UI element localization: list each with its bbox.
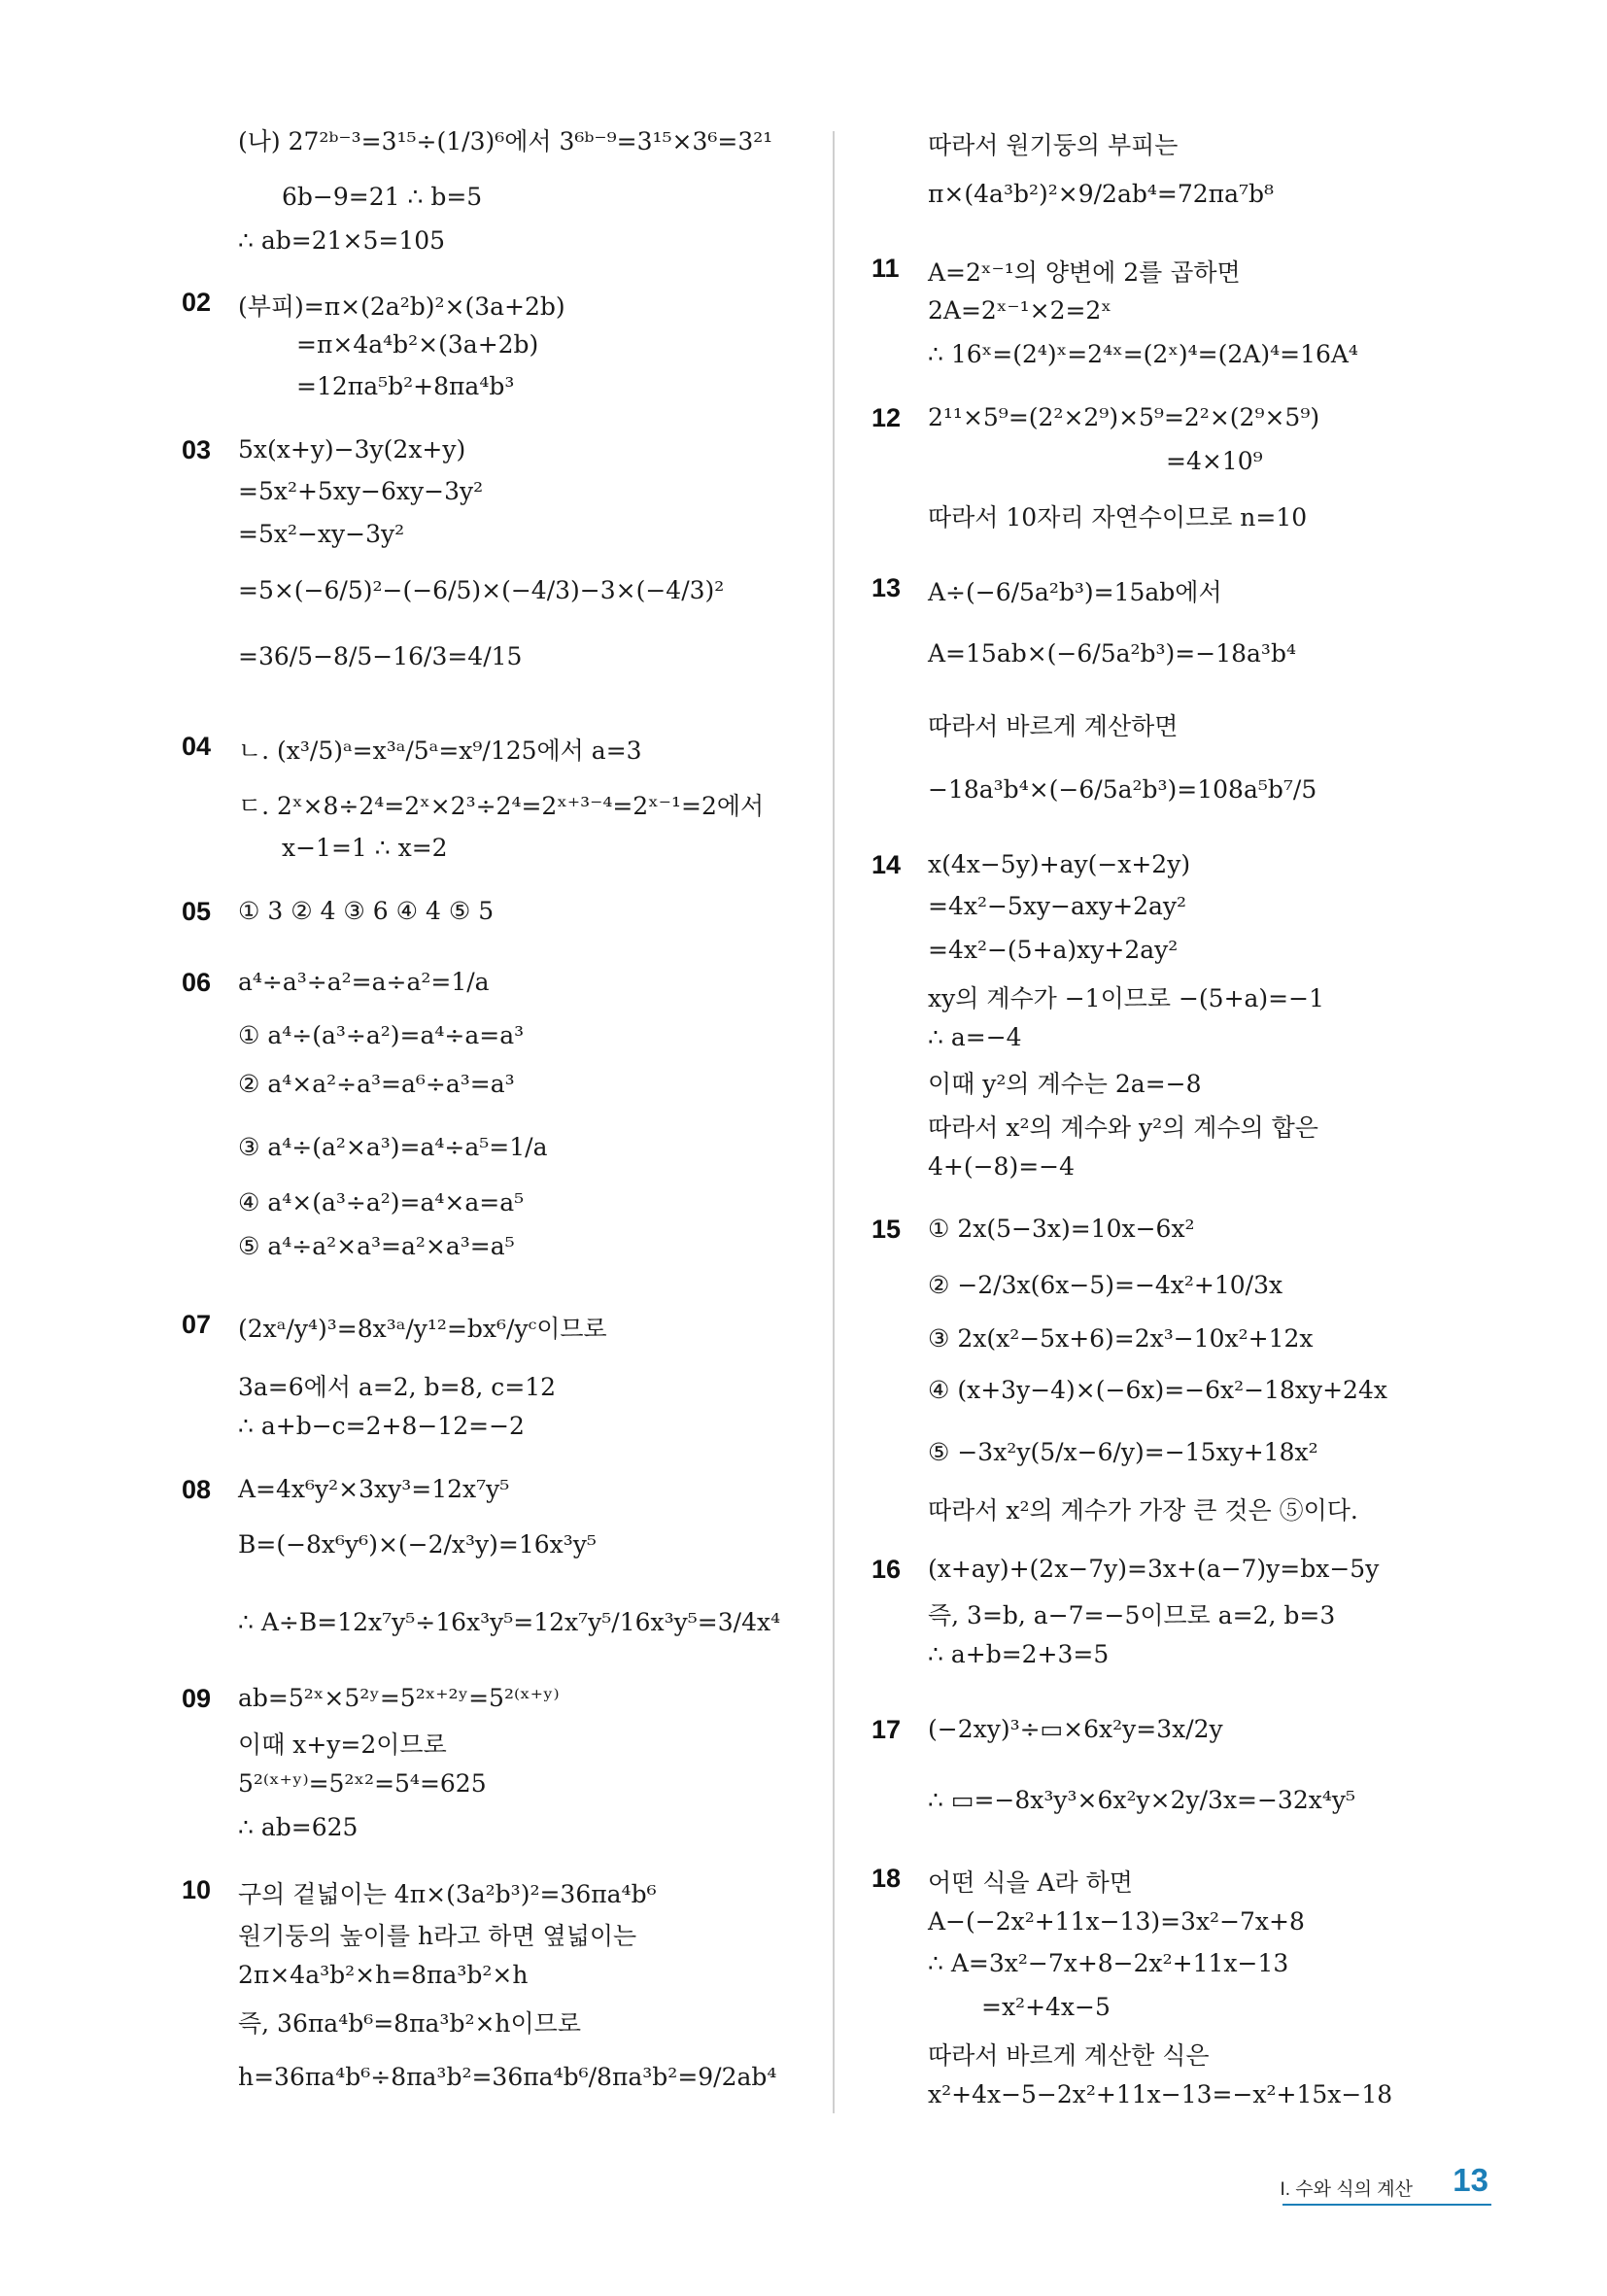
problem-number: 05 xyxy=(182,897,212,926)
solution-line: h=36πa⁴b⁶÷8πa³b²=36πa⁴b⁶/8πa³b²=9/2ab⁴ xyxy=(238,2063,777,2091)
solution-line: 따라서 원기둥의 부피는 xyxy=(928,131,1179,159)
solution-line: 따라서 x²의 계수와 y²의 계수의 합은 xyxy=(928,1114,1318,1142)
solution-line: ⑤ −3x²y(5/x−6/y)=−15xy+18x² xyxy=(928,1438,1318,1466)
solution-line: x(4x−5y)+ay(−x+2y) xyxy=(928,850,1191,878)
chapter-label: I. 수와 식의 계산 xyxy=(1280,2179,1413,2200)
solution-line: 따라서 바르게 계산한 식은 xyxy=(928,2041,1210,2070)
solution-line: ∴ ab=625 xyxy=(238,1813,359,1841)
problem-number: 02 xyxy=(182,288,212,317)
solution-line: ④ (x+3y−4)×(−6x)=−6x²−18xy+24x xyxy=(928,1376,1387,1404)
solution-line: ② a⁴×a²÷a³=a⁶÷a³=a³ xyxy=(238,1070,515,1098)
solution-line: =5x²+5xy−6xy−3y² xyxy=(238,477,484,505)
solution-line: 이때 y²의 계수는 2a=−8 xyxy=(928,1070,1202,1098)
solution-line: 2π×4a³b²×h=8πa³b²×h xyxy=(238,1961,529,1989)
page-number: 13 xyxy=(1453,2162,1488,2198)
solution-line: 3a=6에서 a=2, b=8, c=12 xyxy=(238,1373,557,1401)
solution-line: 5²⁽ˣ⁺ʸ⁾=5²ˣ²=5⁴=625 xyxy=(238,1769,487,1798)
solution-line: 즉, 3=b, a−7=−5이므로 a=2, b=3 xyxy=(928,1601,1336,1629)
problem-number: 14 xyxy=(872,850,902,879)
solution-line: π×(4a³b²)²×9/2ab⁴=72πa⁷b⁸ xyxy=(928,180,1275,208)
solution-line: (부피)=π×(2a²b)²×(3a+2b) xyxy=(238,292,565,321)
solution-line: ∴ 16ˣ=(2⁴)ˣ=2⁴ˣ=(2ˣ)⁴=(2A)⁴=16A⁴ xyxy=(928,340,1358,368)
solution-line: A÷(−6/5a²b³)=15ab에서 xyxy=(928,578,1222,606)
solution-line: ② −2/3x(6x−5)=−4x²+10/3x xyxy=(928,1271,1283,1299)
solution-line: 따라서 바르게 계산하면 xyxy=(928,712,1179,740)
solution-line: 구의 겉넓이는 4π×(3a²b³)²=36πa⁴b⁶ xyxy=(238,1880,657,1908)
problem-number: 15 xyxy=(872,1215,902,1244)
solution-line: ∴ a+b−c=2+8−12=−2 xyxy=(238,1412,525,1440)
solution-line: ∴ ▭=−8x³y³×6x²y×2y/3x=−32x⁴y⁵ xyxy=(928,1786,1356,1814)
problem-number: 11 xyxy=(872,254,900,283)
solution-line: ㄷ. 2ˣ×8÷2⁴=2ˣ×2³÷2⁴=2ˣ⁺³⁻⁴=2ˣ⁻¹=2에서 xyxy=(238,792,765,820)
solution-line: ⑤ a⁴÷a²×a³=a²×a³=a⁵ xyxy=(238,1232,515,1260)
solution-line: 원기둥의 높이를 h라고 하면 옆넓이는 xyxy=(238,1922,637,1950)
problem-number: 17 xyxy=(872,1715,902,1744)
problem-number: 16 xyxy=(872,1555,902,1584)
problem-number: 09 xyxy=(182,1684,212,1713)
solution-line: ① 2x(5−3x)=10x−6x² xyxy=(928,1215,1195,1243)
solution-line: 5x(x+y)−3y(2x+y) xyxy=(238,435,466,463)
solution-line: 2A=2ˣ⁻¹×2=2ˣ xyxy=(928,296,1111,325)
solution-line: =36/5−8/5−16/3=4/15 xyxy=(238,642,523,670)
solution-line: 6b−9=21 ∴ b=5 xyxy=(282,183,483,211)
solution-line: A=4x⁶y²×3xy³=12x⁷y⁵ xyxy=(238,1475,510,1503)
problem-number: 12 xyxy=(872,403,902,432)
footer-rule xyxy=(1282,2204,1491,2206)
solution-line: (−2xy)³÷▭×6x²y=3x/2y xyxy=(928,1715,1223,1743)
solution-line: 4+(−8)=−4 xyxy=(928,1152,1076,1181)
solution-line: =4×10⁹ xyxy=(1166,447,1263,475)
solution-line: 이때 x+y=2이므로 xyxy=(238,1731,447,1759)
solution-line: ① 3 ② 4 ③ 6 ④ 4 ⑤ 5 xyxy=(238,897,495,925)
solution-line: ③ a⁴÷(a²×a³)=a⁴÷a⁵=1/a xyxy=(238,1133,548,1161)
column-divider xyxy=(833,131,835,2113)
solution-line: =π×4a⁴b²×(3a+2b) xyxy=(296,330,539,359)
problem-number: 08 xyxy=(182,1475,212,1504)
solution-line: ③ 2x(x²−5x+6)=2x³−10x²+12x xyxy=(928,1324,1314,1353)
solution-line: 즉, 36πa⁴b⁶=8πa³b²×h이므로 xyxy=(238,2009,581,2038)
solution-line: ab=5²ˣ×5²ʸ=5²ˣ⁺²ʸ=5²⁽ˣ⁺ʸ⁾ xyxy=(238,1684,560,1712)
solution-line: =4x²−(5+a)xy+2ay² xyxy=(928,936,1179,964)
solution-line: 어떤 식을 A라 하면 xyxy=(928,1868,1133,1897)
solution-line: −18a³b⁴×(−6/5a²b³)=108a⁵b⁷/5 xyxy=(928,775,1317,804)
solution-line: =12πa⁵b²+8πa⁴b³ xyxy=(296,372,515,400)
solution-line: ㄴ. (x³/5)ᵃ=x³ᵃ/5ᵃ=x⁹/125에서 a=3 xyxy=(238,737,642,765)
solution-line: ∴ A÷B=12x⁷y⁵÷16x³y⁵=12x⁷y⁵/16x³y⁵=3/4x⁴ xyxy=(238,1608,781,1636)
solution-line: ∴ a+b=2+3=5 xyxy=(928,1640,1110,1668)
problem-number: 18 xyxy=(872,1864,902,1893)
solution-line: =5x²−xy−3y² xyxy=(238,520,405,548)
problem-number: 06 xyxy=(182,968,212,997)
problem-number: 07 xyxy=(182,1310,212,1339)
solution-line: ∴ A=3x²−7x+8−2x²+11x−13 xyxy=(928,1949,1289,1977)
solution-line: x−1=1 ∴ x=2 xyxy=(282,834,448,862)
solution-line: (x+ay)+(2x−7y)=3x+(a−7)y=bx−5y xyxy=(928,1555,1380,1583)
problem-number: 10 xyxy=(182,1875,212,1904)
solution-line: A−(−2x²+11x−13)=3x²−7x+8 xyxy=(928,1907,1305,1936)
solution-line: A=15ab×(−6/5a²b³)=−18a³b⁴ xyxy=(928,639,1296,668)
solution-line: ∴ a=−4 xyxy=(928,1023,1022,1051)
solution-line: ① a⁴÷(a³÷a²)=a⁴÷a=a³ xyxy=(238,1021,525,1049)
solution-line: x²+4x−5−2x²+11x−13=−x²+15x−18 xyxy=(928,2080,1393,2108)
problem-number: 13 xyxy=(872,573,902,602)
solution-line: B=(−8x⁶y⁶)×(−2/x³y)=16x³y⁵ xyxy=(238,1530,597,1559)
solution-line: =4x²−5xy−axy+2ay² xyxy=(928,892,1187,920)
solution-line: 따라서 10자리 자연수이므로 n=10 xyxy=(928,503,1308,531)
solution-line: =5×(−6/5)²−(−6/5)×(−4/3)−3×(−4/3)² xyxy=(238,576,725,604)
solution-line: (2xᵃ/y⁴)³=8x³ᵃ/y¹²=bx⁶/yᶜ이므로 xyxy=(238,1315,607,1343)
solution-line: 2¹¹×5⁹=(2²×2⁹)×5⁹=2²×(2⁹×5⁹) xyxy=(928,403,1320,431)
solution-line: A=2ˣ⁻¹의 양변에 2를 곱하면 xyxy=(928,258,1241,287)
solution-line: (나) 27²ᵇ⁻³=3¹⁵÷(1/3)⁶에서 3⁶ᵇ⁻⁹=3¹⁵×3⁶=3²¹ xyxy=(238,127,773,155)
solution-line: a⁴÷a³÷a²=a÷a²=1/a xyxy=(238,968,490,996)
problem-number: 04 xyxy=(182,732,212,761)
solution-line: ∴ ab=21×5=105 xyxy=(238,226,446,255)
solution-line: 따라서 x²의 계수가 가장 큰 것은 ⑤이다. xyxy=(928,1496,1358,1525)
solution-line: ④ a⁴×(a³÷a²)=a⁴×a=a⁵ xyxy=(238,1188,525,1217)
solution-line: xy의 계수가 −1이므로 −(5+a)=−1 xyxy=(928,984,1324,1012)
problem-number: 03 xyxy=(182,435,212,464)
solution-line: =x²+4x−5 xyxy=(981,1993,1111,2021)
